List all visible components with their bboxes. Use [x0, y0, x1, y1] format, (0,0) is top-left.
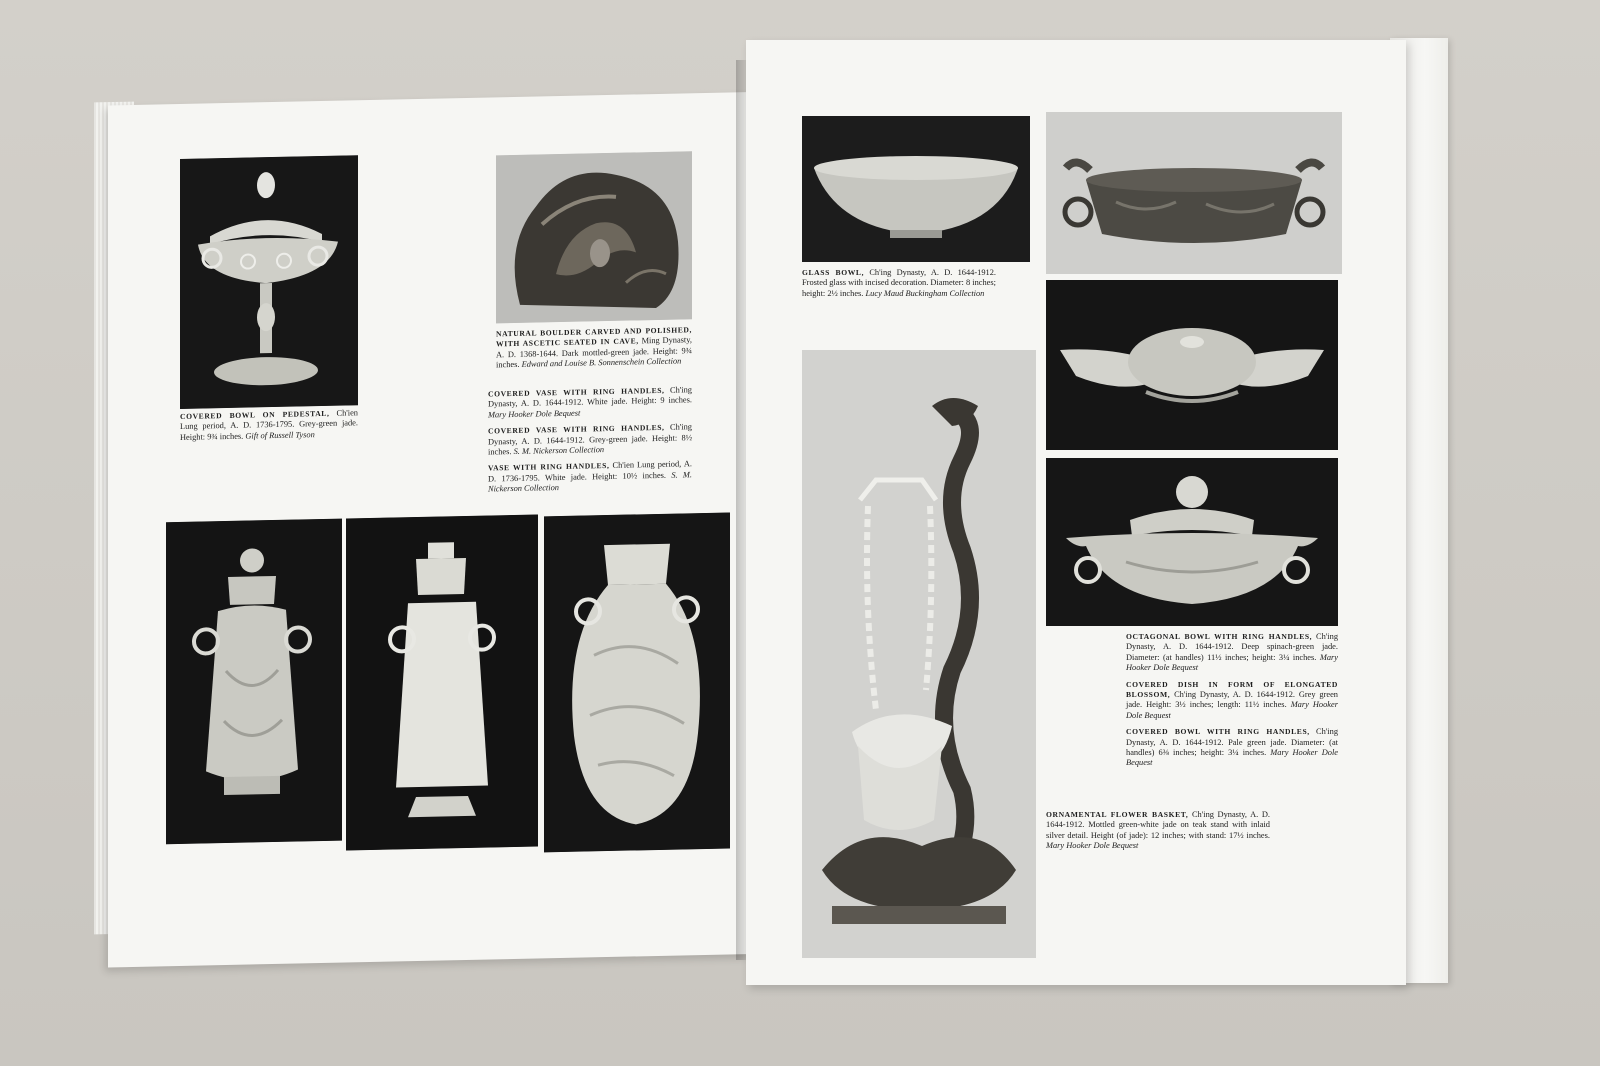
caption-title: COVERED VASE WITH RING HANDLES, — [488, 385, 665, 399]
caption-body: Ch'ing Dynasty, A. D. 1644-1912. Frosted glass with incised decoration. Diameter: 8 inches; height: 2½ inches. — [802, 268, 996, 298]
photo-vase-3 — [544, 512, 730, 852]
caption-covered-dish — [1126, 680, 1338, 722]
caption-body: Ch'ing Dynasty, A. D. 1644-1912. Deep spinach-green jade. Diameter: (at handles) 11½ inches; height: 3¼ inches. — [1126, 632, 1339, 662]
caption-credit: Mary Hooker Dole Bequest — [1046, 841, 1139, 851]
photo-glass-bowl — [802, 116, 1030, 262]
caption-credit: Mary Hooker Dole Bequest — [488, 408, 581, 420]
caption-title: COVERED BOWL WITH RING HANDLES, — [1126, 727, 1310, 737]
caption-title: GLASS BOWL, — [802, 268, 865, 277]
caption-title: COVERED DISH IN FORM OF ELONGATED BLOSSOM, — [1126, 679, 1338, 700]
caption-body: Ch'ing Dynasty, A. D. 1644-1912. Pale green jade. Diameter: (at handles) 6⅜ inches; height: 3¼ inches. — [1126, 727, 1339, 758]
caption-title: COVERED BOWL ON PEDESTAL, — [180, 408, 330, 421]
caption-body: Ch'ing Dynasty, A. D. 1644-1912. Grey-green jade. Height: 8½ inches. — [488, 422, 692, 457]
caption-title: ORNAMENTAL FLOWER BASKET, — [1046, 810, 1189, 819]
photo-natural-boulder — [496, 151, 692, 323]
caption-natural-boulder — [496, 325, 692, 371]
caption-title: OCTAGONAL BOWL WITH RING HANDLES, — [1126, 632, 1313, 641]
caption-body: Ch'ien Lung period, A. D. 1736-1795. White jade. Height: 10½ inches. — [488, 459, 692, 484]
caption-octagonal-bowl — [1126, 632, 1338, 674]
photo-vase-1 — [166, 519, 342, 845]
caption-body: Ch'ing Dynasty, A. D. 1644-1912. Grey green jade. Height: 3½ inches; length: 11½ inches. — [1126, 690, 1338, 710]
caption-credit: Edward and Louise B. Sonnenschein Collection — [521, 356, 682, 370]
left-page — [108, 92, 752, 967]
caption-group-right-bowls — [1126, 632, 1338, 775]
photo-flower-basket — [802, 350, 1036, 958]
caption-flower-basket — [1046, 810, 1270, 852]
caption-credit: S. M. Nickerson Collection — [488, 470, 692, 494]
caption-vase-3 — [488, 460, 692, 495]
caption-group-vases — [488, 385, 692, 501]
caption-credit: Gift of Russell Tyson — [245, 429, 315, 441]
caption-body: Ch'ing Dynasty, A. D. 1644-1912. Mottled green-white jade on teak stand with inlaid silver detail. Height (of jade): 12 inches; with stand: 17½ inches. — [1046, 810, 1270, 840]
caption-title: VASE WITH RING HANDLES, — [488, 461, 610, 473]
caption-glass-bowl — [802, 268, 996, 299]
photo-covered-dish — [1046, 280, 1338, 450]
caption-vase-2 — [488, 422, 692, 457]
caption-credit: Lucy Maud Buckingham Collection — [865, 288, 985, 298]
caption-body: Ch'ing Dynasty, A. D. 1644-1912. White jade. Height: 9 inches. — [488, 385, 692, 409]
caption-credit: Mary Hooker Dole Bequest — [1126, 748, 1338, 768]
caption-body: Ch'ien Lung period, A. D. 1736-1795. Grey-green jade. Height: 9¾ inches. — [180, 408, 358, 442]
caption-credit: S. M. Nickerson Collection — [513, 445, 605, 457]
photo-covered-bowl-pedestal — [180, 155, 358, 409]
caption-covered-bowl-pedestal — [180, 408, 358, 443]
caption-body: Ming Dynasty, A. D. 1368-1644. Dark mottled-green jade. Height: 9¾ inches. — [496, 335, 692, 370]
photo-vase-2 — [346, 514, 538, 850]
caption-title: COVERED VASE WITH RING HANDLES, — [488, 423, 665, 436]
caption-title: NATURAL BOULDER CARVED AND POLISHED, WITH ASCETIC SEATED IN CAVE, — [496, 325, 692, 349]
caption-vase-1 — [488, 385, 692, 420]
caption-credit: Mary Hooker Dole Bequest — [1126, 652, 1338, 673]
caption-covered-bowl-ring — [1126, 727, 1338, 769]
photo-covered-bowl-ring — [1046, 458, 1338, 626]
right-page — [746, 40, 1406, 985]
photo-octagonal-bowl — [1046, 112, 1342, 274]
caption-credit: Mary Hooker Dole Bequest — [1126, 700, 1338, 720]
